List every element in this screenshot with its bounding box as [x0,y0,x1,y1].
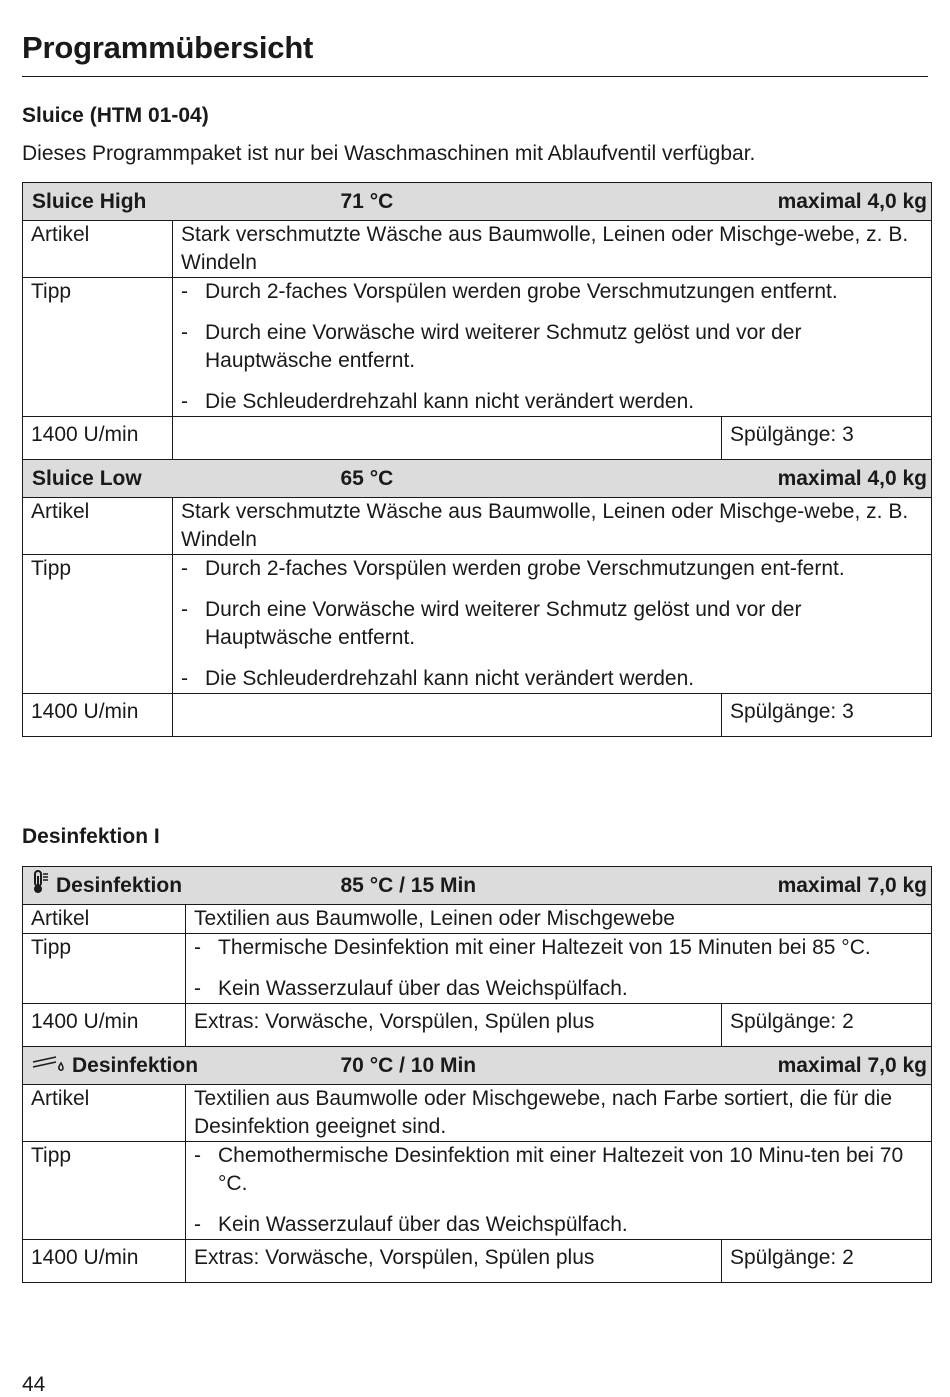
article-row [23,1085,932,1142]
spec-row [23,1004,932,1047]
extras [173,694,722,737]
extras: Extras: Vorwäsche, Vorspülen, Spülen plus [186,1004,722,1047]
title-divider [22,76,928,77]
section-heading-desinfektion: Desinfektion I [22,825,160,848]
tip-label: Tipp [23,934,186,1004]
tip-item: - Die Schleuderdrehzahl kann nicht verändert werden. [181,388,923,416]
tip-list [194,1142,923,1239]
program-table-desinfektion [22,866,932,1283]
tip-item: - Kein Wasserzulauf über das Weichspülfach. [194,975,923,1003]
article-row [23,221,932,278]
article-label: Artikel [23,1085,186,1142]
chemo-dispenser-icon [32,1052,66,1080]
rinse-count: Spülgänge: 3 [722,694,932,737]
extras: Extras: Vorwäsche, Vorspülen, Spülen plus [186,1240,722,1283]
program-header [23,1047,932,1085]
tip-item: - Chemothermische Desinfektion mit einer Haltezeit von 10 Minu-ten bei 70 °C. [194,1142,923,1198]
program-name: Desinfektion [56,873,183,897]
tip-list [181,555,923,693]
extras [173,417,722,460]
program-max-load: maximal 4,0 kg [777,189,927,213]
program-max-load: maximal 7,0 kg [777,873,927,897]
spec-row [23,1240,932,1283]
spin-speed: 1400 U/min [23,694,173,737]
program-table-sluice [22,182,932,737]
tip-item: - Durch eine Vorwäsche wird weiterer Schmutz gelöst und vor der Hauptwäsche entfernt. [181,319,923,375]
article-label: Artikel [23,221,173,278]
tip-item: - Durch 2-faches Vorspülen werden grobe Verschmutzungen ent-fernt. [181,555,923,583]
tip-row [23,934,932,1004]
spin-speed: 1400 U/min [23,417,173,460]
tip-item: - Durch eine Vorwäsche wird weiterer Schmutz gelöst und vor der Hauptwäsche entfernt. [181,596,923,652]
program-header [23,460,932,498]
section-heading-sluice: Sluice (HTM 01-04) [22,104,209,127]
tip-item: - Die Schleuderdrehzahl kann nicht verändert werden. [181,665,923,693]
program-max-load: maximal 4,0 kg [777,466,927,490]
program-name: Sluice Low [32,466,142,490]
article-row [23,905,932,934]
rinse-count: Spülgänge: 2 [722,1004,932,1047]
section-intro-sluice: Dieses Programmpaket ist nur bei Waschmaschinen mit Ablaufventil verfügbar. [22,142,756,165]
tip-label: Tipp [23,1142,186,1240]
tip-row [23,1142,932,1240]
article-row [23,498,932,555]
tip-list [181,278,923,416]
tip-item: - Thermische Desinfektion mit einer Haltezeit von 15 Minuten bei 85 °C. [194,934,923,962]
program-temperature: 85 °C / 15 Min [340,873,477,897]
tip-row [23,555,932,694]
program-max-load: maximal 7,0 kg [777,1053,927,1077]
program-name: Desinfektion [72,1053,199,1077]
program-header [23,183,932,221]
page-title: Programmübersicht [22,30,314,65]
thermometer-icon [32,870,50,902]
tip-item: - Durch 2-faches Vorspülen werden grobe Verschmutzungen entfernt. [181,278,923,306]
article-text: Stark verschmutzte Wäsche aus Baumwolle, Leinen oder Mischge-webe, z. B. Windeln [173,498,932,555]
program-temperature: 70 °C / 10 Min [340,1053,477,1077]
program-header [23,867,932,905]
article-text: Textilien aus Baumwolle, Leinen oder Mischgewebe [186,905,932,934]
program-temperature: 65 °C [340,466,394,490]
spin-speed: 1400 U/min [23,1004,186,1047]
spin-speed: 1400 U/min [23,1240,186,1283]
tip-label: Tipp [23,278,173,417]
program-name: Sluice High [32,189,147,213]
tip-item: - Kein Wasserzulauf über das Weichspülfach. [194,1211,923,1239]
spec-row [23,417,932,460]
spec-row [23,694,932,737]
tip-row [23,278,932,417]
tip-label: Tipp [23,555,173,694]
article-text: Stark verschmutzte Wäsche aus Baumwolle, Leinen oder Mischge-webe, z. B. Windeln [173,221,932,278]
article-text: Textilien aus Baumwolle oder Mischgewebe, nach Farbe sortiert, die für die Desinfektion geeignet sind. [186,1085,932,1142]
program-temperature: 71 °C [340,189,394,213]
page-number: 44 [22,1373,46,1396]
tip-list [194,934,923,1003]
rinse-count: Spülgänge: 3 [722,417,932,460]
rinse-count: Spülgänge: 2 [722,1240,932,1283]
article-label: Artikel [23,905,186,934]
article-label: Artikel [23,498,173,555]
